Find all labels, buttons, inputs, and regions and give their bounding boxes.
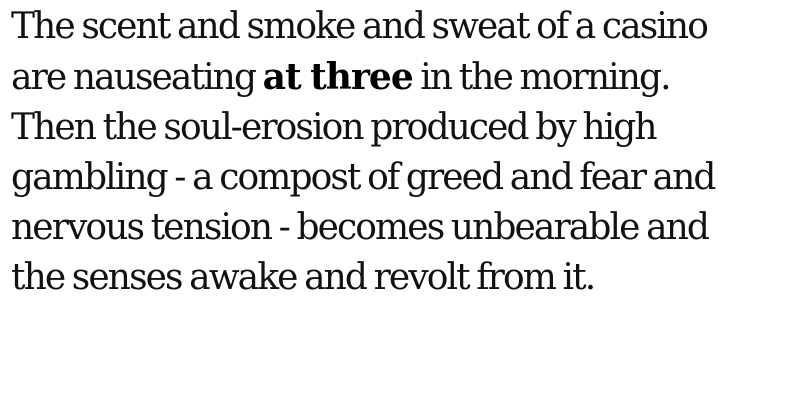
line-6: the senses awake and revolt from it. <box>11 257 595 298</box>
line-4: gambling - a compost of greed and fear and <box>11 157 715 198</box>
line-3: Then the soul-erosion produced by high <box>11 107 656 148</box>
line-2 <box>11 52 796 103</box>
line-2-after: in the morning. <box>412 57 670 98</box>
text-passage <box>11 2 796 303</box>
line-2-before: are nauseating <box>11 57 263 98</box>
emphasized-phrase: at three <box>262 56 413 98</box>
line-1: The scent and smoke and sweat of a casino <box>11 6 707 47</box>
line-5: nervous tension - becomes unbearable and <box>11 207 709 248</box>
